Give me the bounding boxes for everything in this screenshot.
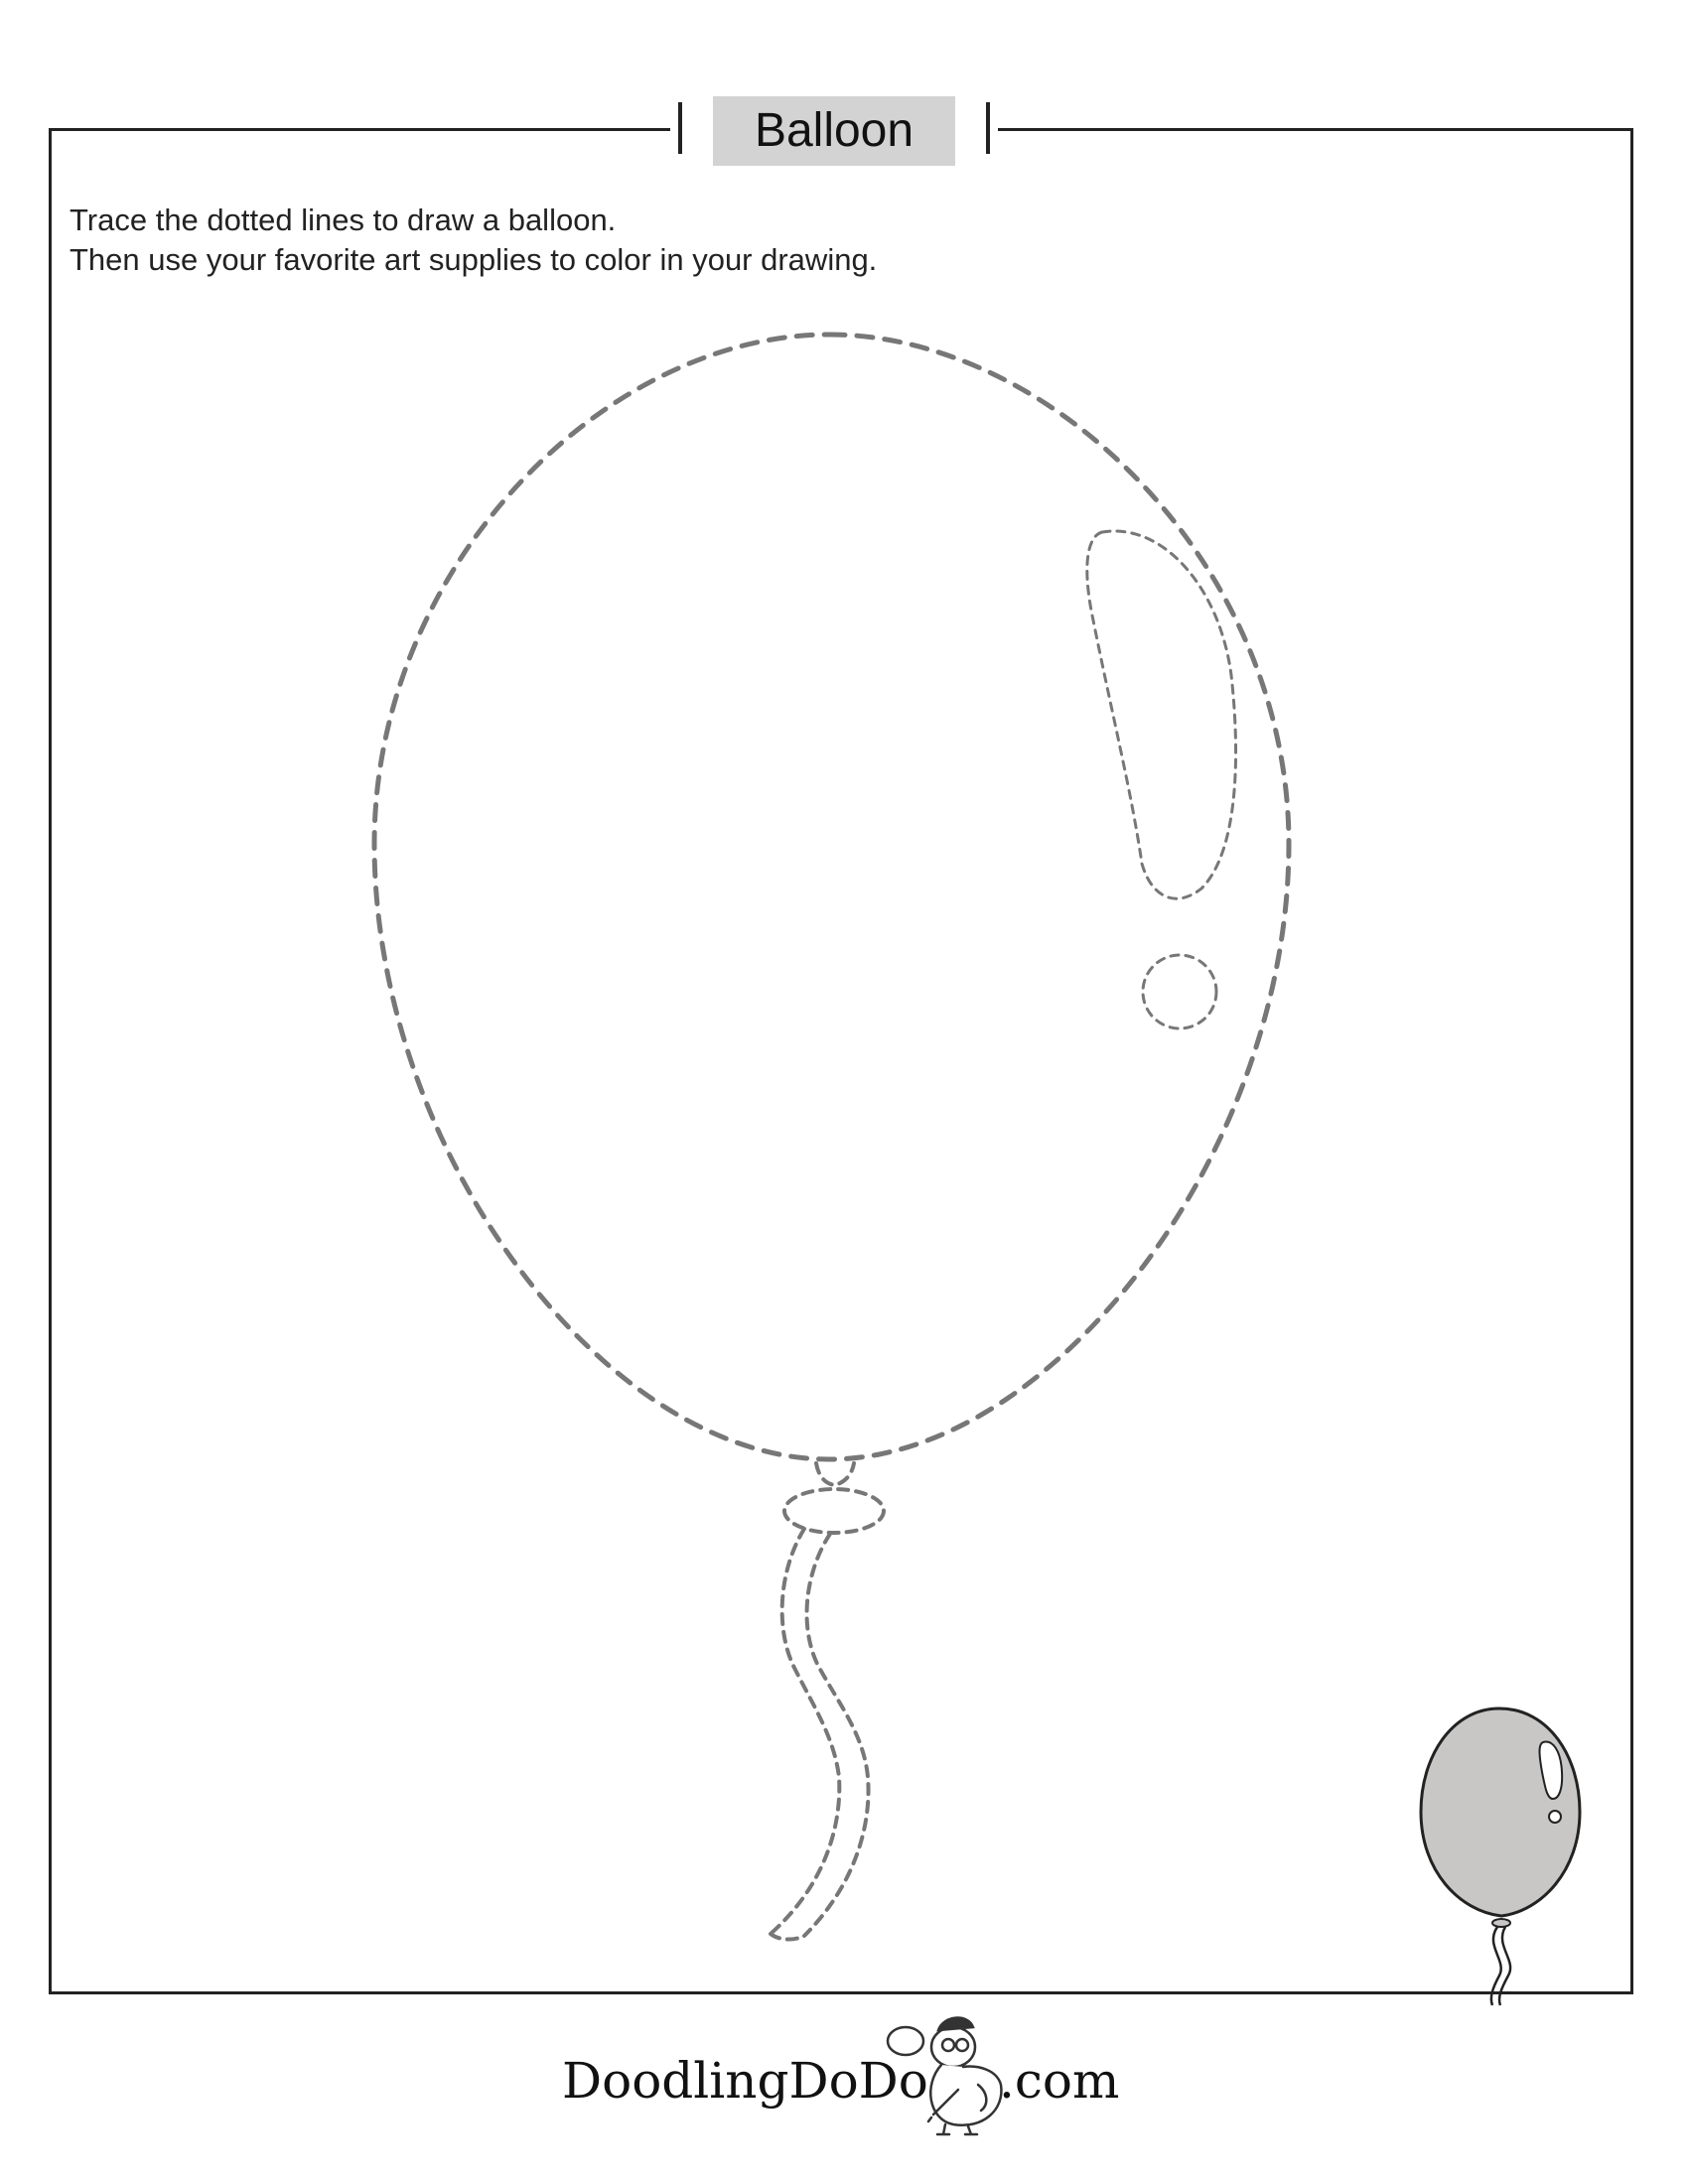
trace-string-end — [771, 1934, 804, 1940]
example-highlight-dot — [1549, 1811, 1561, 1823]
trace-balloon-knot — [784, 1489, 884, 1533]
footer-brand — [562, 2051, 1138, 2111]
brand-name: DoodlingDoDo — [562, 2052, 928, 2110]
trace-highlight-dot — [1143, 955, 1216, 1028]
page-title: Balloon — [713, 96, 955, 166]
trace-balloon — [374, 335, 1289, 1940]
instruction-line-1: Trace the dotted lines to draw a balloon. — [70, 203, 617, 237]
trace-balloon-neck — [816, 1463, 854, 1485]
example-balloon-string — [1491, 1927, 1510, 2005]
example-balloon-knot — [1492, 1919, 1510, 1927]
instruction-line-2: Then use your favorite art supplies to color in your drawing. — [70, 242, 878, 277]
brand-domain-suffix: .com — [999, 2052, 1120, 2110]
trace-highlight-streak — [1087, 531, 1236, 898]
trace-string-right — [804, 1534, 869, 1936]
example-balloon — [1421, 1708, 1580, 2005]
trace-balloon-outline — [374, 335, 1289, 1459]
dodo-beret — [938, 2018, 973, 2030]
trace-string-left — [771, 1529, 839, 1934]
